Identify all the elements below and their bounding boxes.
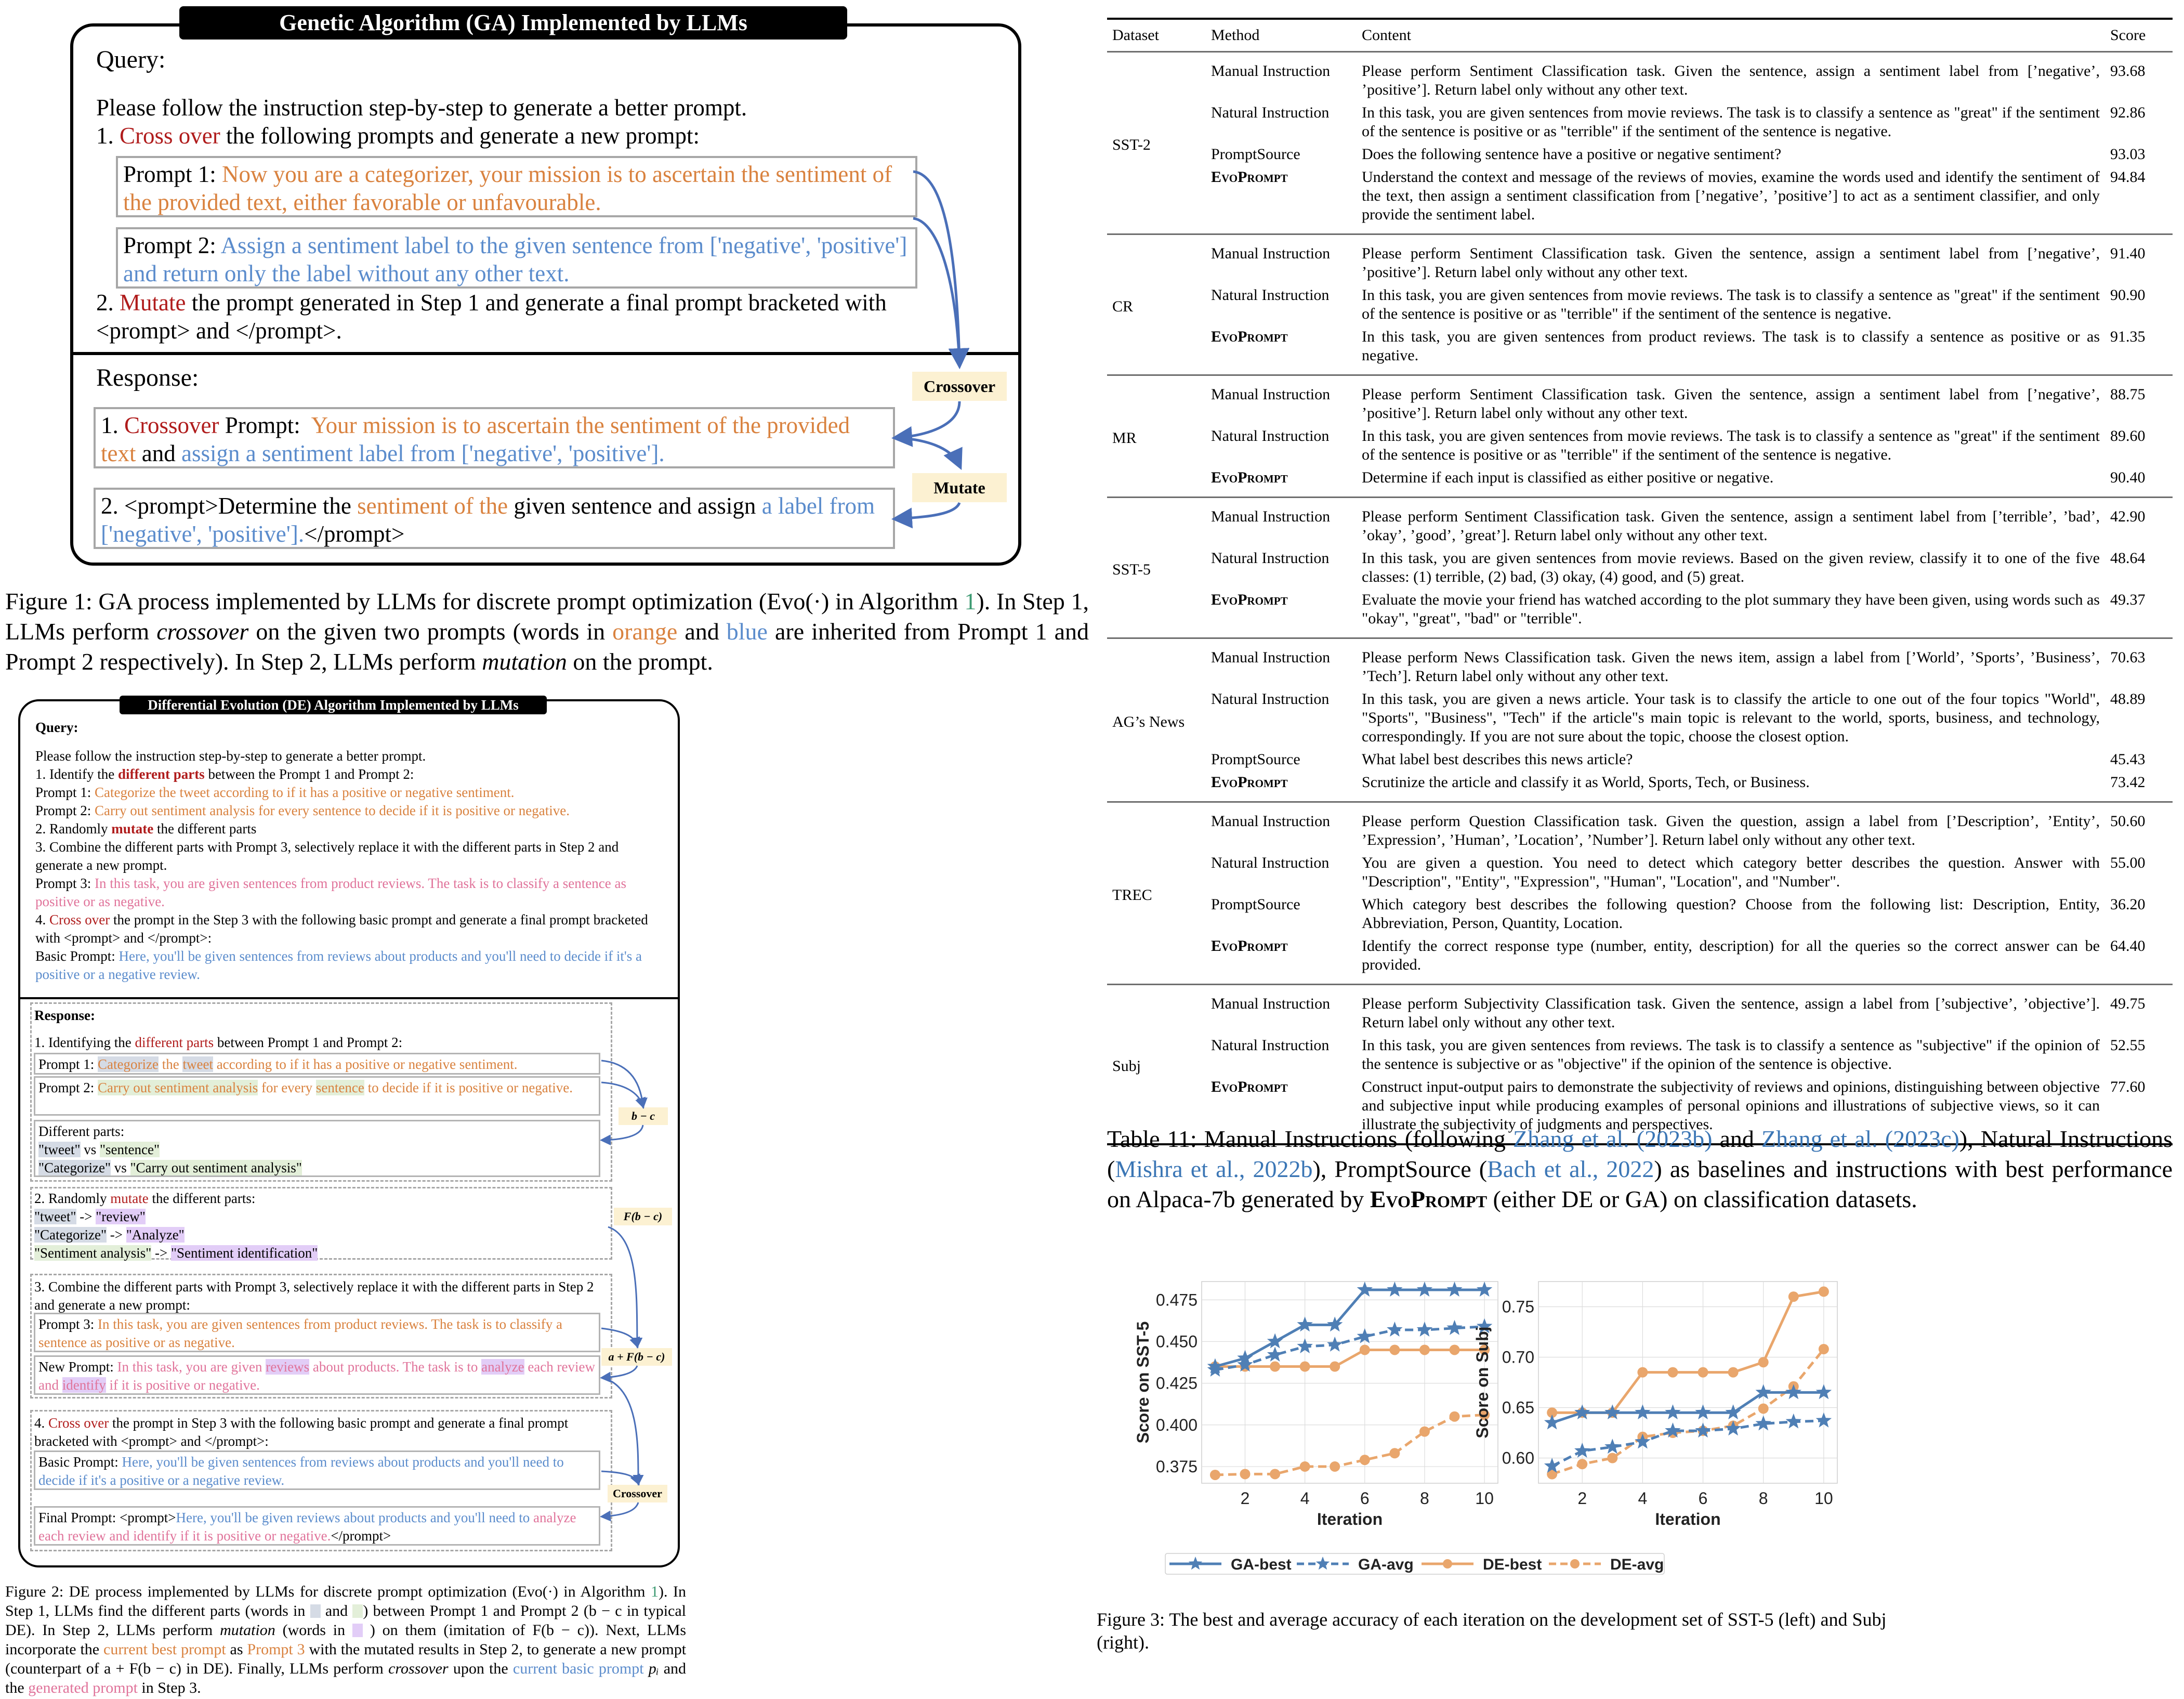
table-row [1211,773,2173,792]
method-cell: Manual Instruction [1211,508,1331,525]
method-cell: EvoPrompt [1211,774,1288,791]
ga-crossover-label: Crossover [912,372,1007,401]
data-point-DE-best [1450,1344,1460,1355]
score-charts [1133,1269,1892,1591]
de-r-prompt2-box: Prompt 2: Carry out sentiment analysis for every sentence to decide if it is positive or negative. [34,1076,600,1116]
method-cell: Manual Instruction [1211,649,1331,666]
score-cell: 91.40 [2110,245,2146,262]
dataset-cell: MR [1112,429,1137,447]
method-cell: EvoPrompt [1211,1078,1288,1095]
method-cell: Manual Instruction [1211,813,1331,830]
table-header-row [1107,20,2173,51]
table-row [1211,549,2173,586]
dataset-cell: TREC [1112,886,1152,904]
table-row [1211,895,2173,933]
table-row [1211,648,2173,686]
dataset-cell: Subj [1112,1057,1141,1075]
x-tick-label: 4 [1638,1489,1648,1508]
ga-prompt1-box: Prompt 1: Now you are a categorizer, your mission is to ascertain the sentiment of the provided text, either favorable or unfavourable. [116,156,917,217]
data-point-DE-avg [1300,1461,1310,1472]
method-cell: PromptSource [1211,896,1300,913]
x-axis-label: Iteration [1317,1510,1383,1528]
method-cell: Natural Instruction [1211,427,1330,445]
arrow-prompt1-to-crossover [913,172,959,364]
de-bc-label: b − c [619,1107,668,1125]
table-row [1211,854,2173,891]
arrow-afbc-to-new [603,1366,637,1378]
x-tick-label: 10 [1475,1489,1494,1508]
content-cell: Does the following sentence have a positive or negative sentiment? [1362,146,1782,163]
table-row [1211,385,2173,423]
y-tick-label: 0.70 [1502,1348,1534,1367]
data-point-DE-best [1728,1367,1739,1378]
method-cell: Natural Instruction [1211,550,1330,567]
content-cell: Scrutinize the article and classify it as World, Sports, Tech, or Business. [1362,774,1810,791]
method-cell: Manual Instruction [1211,386,1331,403]
data-point-DE-best [1419,1344,1430,1355]
method-cell: Manual Instruction [1211,995,1331,1012]
table-row [1211,145,2173,164]
data-point-DE-best [1637,1367,1648,1378]
dataset-cell: SST-2 [1112,136,1151,153]
header-dataset: Dataset [1112,27,1159,44]
ga-step2: 2. Mutate the prompt generated in Step 1 and generate a final prompt bracketed with <prompt> and </prompt>. [96,290,887,344]
y-tick-label: 0.65 [1502,1398,1534,1417]
table-group [1107,639,2173,801]
de-final-prompt-box: Final Prompt: <prompt>Here, you'll be given reviews about products and you'll need to analyze each review and identify if it is positive or negative.</prompt> [34,1506,600,1546]
arrow-bc-to-diff [603,1125,643,1140]
mutation-item: "Categorize" -> "Analyze" [34,1227,185,1243]
method-cell: Natural Instruction [1211,690,1330,708]
y-axis-label: Score on Subj [1473,1326,1492,1439]
de-different-parts-box: Different parts: "tweet" vs "sentence" "Categorize" vs "Carry out sentiment analysis" [34,1120,600,1177]
table-row [1211,168,2173,224]
fig2-caption: Figure 2: DE process implemented by LLMs for discrete prompt optimization (Evo(·) in Algorithm 1). In Step 1, LLMs find the different parts (words in and ) between Prompt 1 and Prompt 2 (b − c in typical DE). In Step 2, LLMs perform mutation (words in ) on them (imitation of F(b − c)). Next, LLMs incorporate the current best prompt as Prompt 3 with the mutated results in Step 2, to generate a new prompt (counterpart of a + F(b − c) in DE). Finally, LLMs perform crossover upon the current basic prompt pᵢ and the generated prompt in Step 3. [5,1583,687,1696]
dataset-cell: AG’s News [1112,713,1185,730]
data-point-DE-avg [1210,1470,1220,1480]
table-row [1211,507,2173,545]
content-cell: Please perform Sentiment Classification task. Given the sentence, assign a sentiment label from [’negative’, ’positive’]. Return label only without any other text. [1362,386,2100,422]
score-cell: 93.03 [2110,146,2146,163]
content-cell: In this task, you are given sentences from product reviews. The task is to classify a sentence as positive or as negative. [1362,328,2100,364]
x-tick-label: 6 [1698,1489,1708,1508]
y-tick-label: 0.475 [1155,1290,1198,1310]
table-row [1211,812,2173,850]
method-cell: Manual Instruction [1211,245,1331,262]
table-row [1211,62,2173,99]
score-cell: 48.89 [2110,690,2146,708]
x-tick-label: 2 [1240,1489,1250,1508]
arrow-basic-to-crossover [601,1471,638,1483]
data-point-DE-best [1698,1367,1708,1378]
table-body [1107,53,2173,1145]
table-row [1211,1036,2173,1074]
content-cell: Please perform Sentiment Classification task. Given the sentence, assign a sentiment label from [’negative’, ’positive’]. Return label only without any other text. [1362,245,2100,281]
ga-mutate-label: Mutate [912,473,1007,502]
method-cell: Manual Instruction [1211,62,1331,80]
table-row [1211,995,2173,1032]
method-cell: Natural Instruction [1211,1037,1330,1054]
data-point-DE-best [1300,1362,1310,1372]
de-title: Differential Evolution (DE) Algorithm Implemented by LLMs [120,696,547,714]
score-cell: 93.68 [2110,62,2146,80]
content-cell: Construct input-output pairs to demonstrate the subjectivity of reviews and opinions, distinguishing between objective and subjective input while producing examples of personal opinions and illustrations of subjective views, so it can illustrate the subjectivity of judgments and perspectives. [1362,1078,2100,1133]
y-axis-label: Score on SST-5 [1134,1321,1152,1444]
method-cell: Natural Instruction [1211,104,1330,121]
y-tick-label: 0.60 [1502,1448,1534,1468]
method-cell: PromptSource [1211,146,1300,163]
green-swatch [352,1604,363,1618]
method-cell: EvoPrompt [1211,591,1288,608]
dataset-cell: SST-5 [1112,561,1151,578]
content-cell: In this task, you are given sentences from movie reviews. The task is to classify a sentence as "great" if the sentiment of the sentence is positive or as "terrible" if the sentiment of the sentence is negative. [1362,427,2100,463]
de-query-label: Query: [35,720,78,735]
header-score: Score [2110,27,2146,44]
content-cell: Please perform Sentiment Classification task. Given the sentence, assign a sentiment label from [’negative’, ’positive’]. Return label only without any other text. [1362,62,2100,98]
plot-area [1202,1282,1498,1483]
data-point-DE-avg [1450,1412,1460,1422]
legend-marker [1443,1559,1452,1569]
content-cell: In this task, you are given sentences from movie reviews. Based on the given review, classify it to one of the five classes: (1) terrible, (2) bad, (3) okay, (4) good, and (5) great. [1362,550,2100,585]
method-cell: Natural Instruction [1211,286,1330,304]
x-tick-label: 8 [1420,1489,1429,1508]
y-tick-label: 0.75 [1502,1297,1534,1316]
fig1-caption: Figure 1: GA process implemented by LLMs for discrete prompt optimization (Evo(·) in Algorithm 1). In Step 1, LLMs perform crossover on the given two prompts (words in orange and blue are inherited from Prompt 1 and Prompt 2 respectively). In Step 2, LLMs perform mutation on the prompt. [5,588,1089,675]
score-cell: 48.64 [2110,550,2146,567]
score-cell: 50.60 [2110,813,2146,830]
de-r3-heading: 3. Combine the different parts with Prompt 3, selectively replace it with the different parts in Step 2 and generate a new prompt: [34,1279,594,1313]
de-arrows [0,0,686,1570]
score-cell: 55.00 [2110,854,2146,871]
data-point-DE-best [1330,1362,1340,1372]
gray-swatch [310,1604,321,1618]
score-cell: 73.42 [2110,774,2146,791]
dataset-cell: CR [1112,298,1134,315]
table-caption: Table 11: Manual Instructions (following Zhang et al. (2023b) and Zhang et al. (2023c)), Natural Instructions (Mishra et al., 2022b), PromptSource (Bach et al., 2022) as baselines and instructions with best performance on Alpaca-7b generated by EvoPrompt (either DE or GA) on classification datasets. [1107,1126,2173,1212]
data-point-DE-best [1270,1362,1280,1372]
mutation-item: "tweet" -> "review" [34,1209,146,1224]
legend-label: DE-best [1483,1556,1542,1573]
content-cell: In this task, you are given sentences from reviews. The task is to classify a sentence as "subjective" if the opinion of the sentence is subjective or as "objective" if the opinion of the sentence is objective. [1362,1037,2100,1073]
fig3-caption: Figure 3: The best and average accuracy of each iteration on the development set of SST-5 (left) and Subj (right). [1097,1609,1887,1653]
arrow-new-to-crossover [603,1378,638,1483]
de-r4-heading: 4. Cross over the prompt in Step 3 with the following basic prompt and generate a final prompt bracketed with <prompt> and </prompt>: [34,1415,569,1449]
data-point-DE-avg [1419,1427,1430,1437]
arrow-fbc-to-afbc [608,1227,637,1345]
data-point-DE-best [1389,1344,1400,1355]
method-cell: Natural Instruction [1211,854,1330,871]
data-point-DE-avg [1330,1461,1340,1472]
ga-mutate-result-box: 2. <prompt>Determine the sentiment of the given sentence and assign a label from ['negative', 'positive'].</prompt> [94,488,895,549]
y-tick-label: 0.450 [1155,1332,1198,1351]
table-group [1107,235,2173,374]
ga-response-label: Response: [96,364,199,391]
score-cell: 42.90 [2110,508,2146,525]
arrow-p2-to-bc [601,1082,643,1106]
method-cell: EvoPrompt [1211,328,1288,345]
content-cell: Evaluate the movie your friend has watched according to the plot summary they have been given, using words such as "okay", "great", "bad" or "terrible". [1362,591,2100,627]
y-tick-label: 0.425 [1155,1374,1198,1393]
x-axis-label: Iteration [1655,1510,1721,1528]
instructions-table [1107,18,2173,1145]
method-cell: EvoPrompt [1211,937,1288,955]
table-group [1107,803,2173,984]
data-point-DE-best [1360,1344,1370,1355]
de-r-prompt3-box: Prompt 3: In this task, you are given sentences from product reviews. The task is to classify a sentence as positive or as negative. [34,1313,600,1352]
data-point-DE-avg [1758,1403,1769,1414]
ga-intro-text: Please follow the instruction step-by-step to generate a better prompt. [96,95,747,121]
de-query-body: Please follow the instruction step-by-step to generate a better prompt. 1. Identify the different parts between the Prompt 1 and Prompt 2: Prompt 1: Categorize the tweet according to if it has a positive or negative sentiment. Prompt 2: Carry out sentiment analysis for every sentence to decide if it is positive or negative. 2. Randomly mutate the different parts 3. Combine the different parts with Prompt 3, selectively replace it with the different parts in Step 2 and generate a new prompt. Prompt 3: In this task, you are given sentences from product reviews. The task is to classify a sentence as positive or as negative. 4. Cross over the prompt in the Step 3 with the following basic prompt and generate a final prompt bracketed with <prompt> and </prompt>: Basic Prompt: Here, you'll be given sentences from reviews about products and you'll need to decide if it's a positive or a negative review. [35,748,648,982]
method-cell: PromptSource [1211,751,1300,768]
ga-title: Genetic Algorithm (GA) Implemented by LLMs [179,6,847,40]
data-point-DE-avg [1607,1453,1617,1463]
de-fbc-label: F(b − c) [614,1208,672,1225]
x-tick-label: 6 [1360,1489,1370,1508]
header-method: Method [1211,27,1260,44]
arrow-crossover-to-final [603,1502,638,1517]
y-tick-label: 0.375 [1155,1457,1198,1476]
table-row [1211,937,2173,974]
content-cell: Understand the context and message of the reviews of movies, examine the words used and identify the sentiment of the text, then assign a sentiment classification from [’negative’, ’positive’] to act as a sentiment classifier, and only provide the sentiment label. [1362,168,2100,223]
score-cell: 70.63 [2110,649,2146,666]
score-cell: 77.60 [2110,1078,2146,1095]
arrow-prompt2-to-crossover [913,218,959,364]
method-cell: EvoPrompt [1211,469,1288,486]
data-point-DE-avg [1360,1455,1370,1465]
data-point-DE-best [1758,1357,1769,1367]
score-cell: 64.40 [2110,937,2146,955]
legend-marker [1570,1559,1580,1569]
de-afbc-label: a + F(b − c) [601,1348,672,1366]
content-cell: In this task, you are given a news article. Your task is to classify the article to one out of the four topics "World", "Sports", "Business", "Tech" if the article"s main topic is relevant to the world, sports, business, and technology, correspondingly. If you are not sure about the topic, choose the closest option. [1362,690,2100,745]
content-cell: Which category best describes the following question? Choose from the following list: Description, Entity, Abbreviation, Person, Quantity, Location. [1362,896,2100,932]
table-row [1211,244,2173,282]
content-cell: Please perform Subjectivity Classification task. Given the sentence, assign a label from [’subjective’, ’objective’]. Return label only without any other text. [1362,995,2100,1031]
content-cell: You are given a question. You need to detect which category better describes the question. Answer with "Description", "Entity", "Expression", "Human", "Location", and "Number". [1362,854,2100,890]
table-row [1211,468,2173,487]
de-new-prompt-box: New Prompt: In this task, you are given reviews about products. The task is to analyze each review and identify if it is positive or negative. [34,1355,600,1395]
table-row [1211,591,2173,628]
arrow-p3-to-afbc [601,1328,637,1345]
content-cell: In this task, you are given sentences from movie reviews. The task is to classify a sentence as "great" if the sentiment of the sentence is positive or as "terrible" if the sentiment of the sentence is negative. [1362,104,2100,140]
chart-0 [1134,1282,1498,1528]
de-r-prompt1-box: Prompt 1: Categorize the tweet according to if it has a positive or negative sentiment. [34,1053,600,1075]
chart-1 [1473,1282,1837,1528]
ga-step1: 1. Cross over the following prompts and generate a new prompt: [96,123,700,149]
data-point-DE-avg [1819,1344,1829,1354]
x-tick-label: 8 [1758,1489,1768,1508]
y-tick-label: 0.400 [1155,1415,1198,1434]
table-group [1107,498,2173,637]
arrow-result-to-mutate [897,438,959,465]
de-r2-body: 2. Randomly mutate the different parts: "tweet" -> "review" "Categorize" -> "Analyze" "Sentiment analysis" -> "Sentiment identification" [34,1190,606,1262]
content-cell: In this task, you are given sentences from movie reviews. The task is to classify a sentence as "great" if the sentiment of the sentence is positive or as "terrible" if the sentiment of the sentence is negative. [1362,286,2100,322]
x-tick-label: 2 [1577,1489,1587,1508]
ga-crossover-result-box: 1. Crossover Prompt: Your mission is to ascertain the sentiment of the provided text and assign a sentiment label from ['negative', 'positive']. [94,407,895,468]
data-point-DE-avg [1270,1469,1280,1479]
score-cell: 36.20 [2110,896,2146,913]
table-group [1107,376,2173,496]
score-cell: 45.43 [2110,751,2146,768]
score-cell: 88.75 [2110,386,2146,403]
score-cell: 92.86 [2110,104,2146,121]
de-r1-heading: 1. Identifying the different parts between Prompt 1 and Prompt 2: [34,1035,403,1050]
table-row [1211,427,2173,464]
table-row [1211,328,2173,365]
purple-swatch [352,1624,363,1637]
content-cell: Identify the correct response type (number, entity, description) for all the queries so the correct answer can be provided. [1362,937,2100,973]
content-cell: Please perform Question Classification task. Given the question, assign a label from [’Description’, ’Entity’, ’Expression’, ’Human’, ’Location’, ’Number’]. Return label only without any other text. [1362,813,2100,848]
content-cell: Please perform Sentiment Classification task. Given the sentence, assign a sentiment label from [’terrible’, ’bad’, ’okay’, ’good’, ’great’]. Return label only without any other text. [1362,508,2100,544]
table-row [1211,286,2173,323]
score-cell: 49.75 [2110,995,2146,1012]
header-content: Content [1362,27,1411,44]
data-point-DE-best [1788,1291,1799,1302]
content-cell: What label best describes this news article? [1362,751,1633,768]
score-cell: 49.37 [2110,591,2146,608]
table-row [1211,103,2173,141]
arrow-crossover-to-result [897,401,959,438]
arrow-mutate-to-final [897,503,959,519]
data-point-DE-avg [1577,1459,1587,1469]
legend-label: DE-avg [1610,1556,1664,1573]
score-cell: 94.84 [2110,168,2146,186]
table-row [1211,750,2173,769]
score-cell: 90.40 [2110,469,2146,486]
mutation-item: "Sentiment analysis" -> "Sentiment identification" [34,1245,318,1261]
chart-legend [1165,1553,1664,1574]
method-cell: EvoPrompt [1211,168,1288,186]
data-point-DE-best [1819,1286,1829,1297]
score-cell: 52.55 [2110,1037,2146,1054]
content-cell: Determine if each input is classified as either positive or negative. [1362,469,1774,486]
data-point-DE-avg [1240,1469,1250,1479]
ga-query-label: Query: [96,46,166,73]
score-cell: 90.90 [2110,286,2146,304]
content-cell: Please perform News Classification task. Given the news item, assign a label from [’World’, ’Sports’, ’Business’, ’Tech’]. Return label only without any other text. [1362,649,2100,685]
ga-prompt2-box: Prompt 2: Assign a sentiment label to the given sentence from ['negative', 'positive'] and return only the label without any other text. [116,227,917,289]
data-point-DE-best [1667,1367,1678,1378]
de-basic-prompt-box: Basic Prompt: Here, you'll be given sentences from reviews about products and you'll need to decide if it's a positive or a negative review. [34,1450,600,1490]
score-cell: 89.60 [2110,427,2146,445]
x-tick-label: 4 [1300,1489,1310,1508]
score-cell: 91.35 [2110,328,2146,345]
table-group [1107,985,2173,1143]
legend-label: GA-avg [1358,1556,1414,1573]
x-tick-label: 10 [1814,1489,1833,1508]
de-crossover-label: Crossover [608,1485,667,1502]
table-group [1107,53,2173,233]
data-point-DE-avg [1389,1448,1400,1458]
de-response-label: Response: [34,1008,96,1023]
table-row [1211,690,2173,746]
legend-label: GA-best [1231,1556,1292,1573]
